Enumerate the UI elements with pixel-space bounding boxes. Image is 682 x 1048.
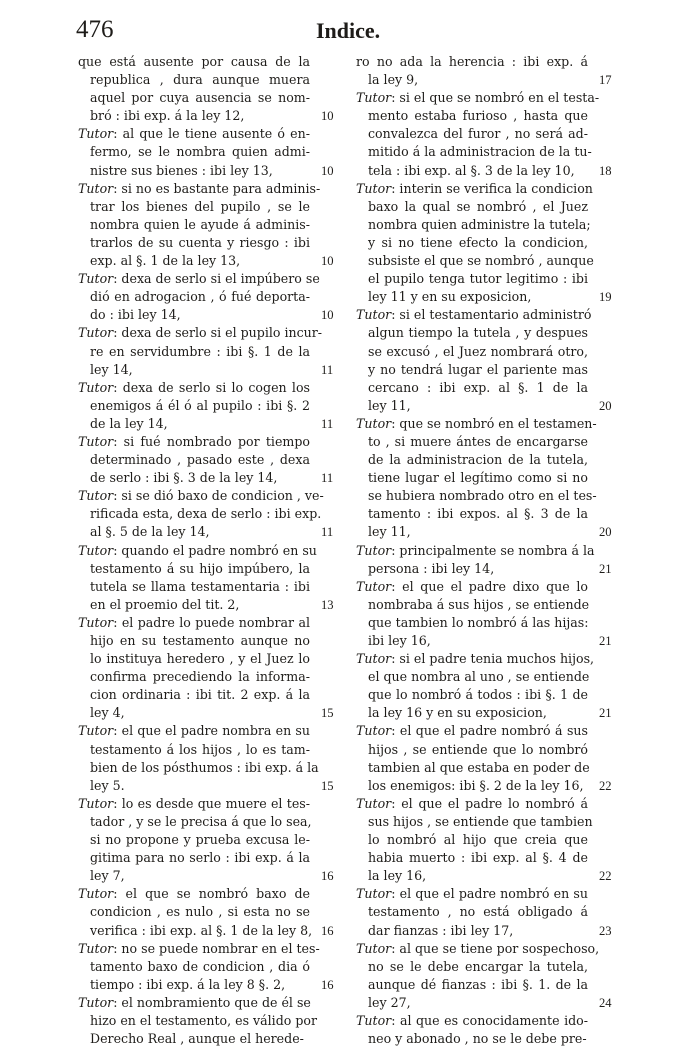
- entry-line: ro no ada la herencia : ibi exp. á: [356, 54, 588, 69]
- index-entry: [356, 53, 612, 89]
- index-entry: [356, 89, 612, 179]
- entry-line: [78, 270, 320, 288]
- entry-text: : al que se tiene por sospechoso,: [391, 940, 600, 956]
- entry-line: el que nombra al uno , se entiende: [368, 669, 590, 685]
- entry-line: trarlos de su cuenta y riesgo : ibi: [90, 234, 310, 250]
- index-entry: [356, 795, 612, 885]
- entry-line: nombra quien le ayude á adminis-: [90, 216, 310, 232]
- index-entry: [356, 940, 612, 1012]
- entry-line: [78, 379, 310, 397]
- entry-line: [356, 306, 592, 324]
- entry-line: [356, 89, 600, 107]
- entry-term: Tutor: [356, 795, 392, 811]
- entry-term: Tutor: [356, 651, 392, 667]
- page-reference: 11: [321, 471, 334, 486]
- entry-term: Tutor: [78, 379, 114, 395]
- index-entry: [356, 885, 612, 939]
- entry-term: Tutor: [78, 325, 114, 341]
- entry-line: subsiste el que se nombró , aunque: [368, 253, 594, 269]
- entry-text: : dexa de serlo si lo cogen los: [113, 379, 310, 395]
- entry-line: [356, 542, 595, 560]
- entry-line: que lo nombró á todos : ibi §. 1 de: [368, 687, 588, 703]
- entry-line: [78, 994, 310, 1012]
- page-reference: 11: [321, 525, 334, 540]
- page-reference: 16: [321, 923, 334, 938]
- entry-term: Tutor: [356, 90, 392, 106]
- entry-line: [78, 722, 310, 740]
- entry-line: nombra quien administre la tutela;: [368, 216, 591, 232]
- entry-text: : dexa de serlo si el impúbero se: [113, 271, 320, 287]
- entry-line: hijo en su testamento aunque no: [90, 633, 310, 648]
- entry-line: [356, 1012, 588, 1030]
- entry-line: [78, 614, 310, 632]
- entry-text: : el que el padre nombra en su: [113, 723, 310, 739]
- page-reference: 15: [321, 778, 334, 793]
- entry-term: Tutor: [356, 723, 392, 739]
- entry-text: : al que es conocidamente ido-: [391, 1012, 588, 1028]
- page-reference: 20: [599, 398, 612, 413]
- entry-line: do : ibi ley 14,: [90, 307, 181, 323]
- page-reference: 21: [599, 634, 612, 648]
- entry-line: si no propone y prueba excusa le-: [90, 832, 310, 848]
- entry-term: Tutor: [78, 886, 114, 902]
- entry-line: rificada esta, dexa de serlo : ibi exp.: [90, 506, 322, 522]
- entry-term: Tutor: [356, 1012, 392, 1028]
- entry-line: tamento baxo de condicion , dia ó: [90, 958, 310, 974]
- entry-line: ley 11,: [368, 524, 411, 540]
- entry-line: [78, 125, 310, 143]
- entry-text: : si el testamentario administró: [391, 307, 592, 323]
- running-head: Indice.: [316, 18, 381, 43]
- entry-line: al §. 5 de la ley 14,: [90, 524, 210, 540]
- entry-line: [78, 940, 320, 958]
- entry-line: [78, 324, 323, 342]
- entry-line: gitima para no serlo : ibi exp. á la: [90, 850, 310, 866]
- entry-text: : el que el padre lo nombró á: [391, 795, 588, 811]
- entry-text: : si el que se nombró en el testa-: [391, 90, 600, 106]
- page-reference: 17: [599, 73, 612, 88]
- entry-term: Tutor: [78, 271, 114, 287]
- entry-line: to , si muere ántes de encargarse: [368, 433, 588, 449]
- index-entry: [78, 940, 334, 994]
- entry-line: [356, 940, 600, 958]
- entry-text: : lo es desde que muere el tes-: [113, 795, 310, 811]
- entry-line: exp. al §. 1 de la ley 13,: [90, 253, 241, 269]
- entry-text: : principalmente se nombra á la: [391, 542, 595, 558]
- entry-text: : interin se verifica la condicion: [391, 180, 593, 196]
- entry-term: Tutor: [356, 940, 392, 956]
- entry-line: la ley 16,: [368, 868, 427, 884]
- entry-line: testamento á su hijo impúbero, la: [90, 560, 310, 576]
- index-entry: [356, 722, 612, 794]
- entry-term: Tutor: [356, 415, 392, 431]
- entry-text: : que se nombró en el testamen-: [391, 415, 597, 431]
- entry-line: condicion , es nulo , si esta no se: [90, 904, 310, 920]
- index-entry: [78, 324, 334, 378]
- page-reference: 19: [599, 290, 612, 305]
- entry-text: : dexa de serlo si el pupilo incur-: [113, 325, 323, 341]
- entry-line: cion ordinaria : ibi tit. 2 exp. á la: [90, 687, 310, 703]
- page-reference: 22: [599, 869, 612, 884]
- page-reference: 21: [599, 706, 612, 721]
- index-entry: [78, 487, 334, 541]
- entry-line: [356, 885, 588, 903]
- page-reference: 18: [599, 163, 612, 178]
- index-entry: [356, 306, 612, 415]
- entry-line: verifica : ibi exp. al §. 1 de la ley 8,: [90, 922, 313, 938]
- entry-line: [356, 578, 588, 596]
- entry-line: ley 27,: [368, 994, 411, 1010]
- entry-line: [356, 415, 597, 433]
- entry-line: cercano : ibi exp. al §. 1 de la: [368, 379, 588, 395]
- entry-line: [78, 795, 310, 813]
- index-entry: [78, 795, 334, 885]
- entry-line: ley 7,: [90, 868, 125, 884]
- entry-text: : quando el padre nombró en su: [113, 542, 317, 558]
- entry-line: dió en adrogacion , ó fué deporta-: [90, 289, 310, 305]
- entry-line: fermo, se le nombra quien admi-: [90, 144, 310, 160]
- entry-line: tiene lugar el legítimo como si no: [368, 470, 588, 486]
- page-reference: 16: [321, 977, 334, 992]
- page-reference: 11: [321, 362, 334, 377]
- entry-line: re en servidumbre : ibi §. 1 de la: [90, 343, 310, 359]
- entry-line: ley 14,: [90, 361, 133, 377]
- index-column-right: [356, 53, 614, 1048]
- index-entry: [78, 542, 334, 614]
- index-entry: [78, 433, 334, 487]
- entry-line: tamento : ibi expos. al §. 3 de la: [368, 506, 588, 522]
- entry-text: : si no es bastante para adminis-: [113, 180, 321, 196]
- entry-term: Tutor: [78, 795, 114, 811]
- entry-line: bró : ibi exp. á la ley 12,: [90, 108, 245, 124]
- page-reference: 10: [321, 308, 334, 323]
- page-reference: 24: [599, 995, 612, 1010]
- page-reference: 15: [321, 706, 334, 721]
- entry-line: [356, 180, 593, 198]
- page-reference: 10: [321, 163, 334, 178]
- entry-line: testamento á los hijos , lo es tam-: [90, 741, 310, 757]
- index-entry: [78, 379, 334, 433]
- entry-line: [78, 542, 317, 560]
- entry-line: [78, 885, 310, 903]
- page-reference: 23: [599, 923, 612, 938]
- entry-line: de la administracion de la tutela,: [368, 452, 588, 468]
- entry-line: se excusó , el Juez nombrará otro,: [368, 343, 588, 359]
- entry-line: y no tendrá lugar el pariente mas: [368, 361, 588, 377]
- entry-term: Tutor: [356, 578, 392, 594]
- entry-term: Tutor: [356, 886, 392, 902]
- entry-term: Tutor: [356, 307, 392, 323]
- index-entry: [78, 180, 334, 270]
- entry-line: [356, 650, 595, 668]
- entry-line: [356, 795, 588, 813]
- entry-line: mitido á la administracion de la tu-: [368, 144, 592, 160]
- entry-line: tela : ibi exp. al §. 3 de la ley 10,: [368, 162, 575, 178]
- entry-line: Derecho Real , aunque el herede-: [90, 1031, 304, 1047]
- entry-line: tambien al que estaba en poder de: [368, 759, 590, 775]
- entry-line: sus hijos , se entiende que tambien: [368, 813, 593, 829]
- entry-line: de serlo : ibi §. 3 de la ley 14,: [90, 470, 278, 486]
- entry-text: : si el padre tenia muchos hijos,: [391, 651, 595, 667]
- index-entry: [78, 125, 334, 179]
- index-entry: [78, 885, 334, 939]
- entry-text: : si fué nombrado por tiempo: [113, 433, 310, 449]
- entry-term: Tutor: [78, 180, 114, 196]
- index-entry: [78, 994, 318, 1048]
- index-column-left: [78, 53, 336, 1048]
- entry-text: : el padre lo puede nombrar al: [113, 614, 310, 630]
- index-entry: [78, 722, 334, 794]
- page-reference: 11: [321, 416, 334, 431]
- page-number: 476: [76, 16, 114, 43]
- index-entry: [78, 53, 334, 125]
- entry-line: [78, 433, 310, 451]
- page-reference: 10: [321, 254, 334, 269]
- entry-line: baxo la qual se nombró , el Juez: [368, 198, 588, 214]
- entry-line: hizo en el testamento, es válido por: [90, 1012, 318, 1028]
- page-reference: 13: [321, 597, 334, 612]
- entry-term: Tutor: [78, 488, 114, 504]
- page-reference: 20: [599, 525, 612, 540]
- entry-term: Tutor: [78, 542, 114, 558]
- index-entry: [356, 1012, 588, 1048]
- index-entry: [356, 650, 612, 722]
- entry-line: que tambien lo nombró á las hijas:: [368, 614, 589, 630]
- entry-term: Tutor: [78, 723, 114, 739]
- entry-line: lo instituya heredero , y el Juez lo: [90, 651, 310, 667]
- index-entry: [356, 578, 612, 650]
- entry-line: confirma precediendo la informa-: [90, 669, 310, 685]
- entry-line: dar fianzas : ibi ley 17,: [368, 922, 514, 938]
- entry-line: persona : ibi ley 14,: [368, 560, 495, 576]
- entry-line: en el proemio del tit. 2,: [90, 596, 240, 612]
- entry-line: lo nombró al hijo que creia que: [368, 832, 588, 848]
- entry-term: Tutor: [78, 614, 114, 630]
- entry-line: se hubiera nombrado otro en el tes-: [368, 488, 597, 504]
- entry-line: ley 4,: [90, 705, 125, 721]
- entry-text: : el que se nombró baxo de: [113, 886, 310, 902]
- entry-line: nistre sus bienes : ibi ley 13,: [90, 162, 273, 178]
- page-reference: 22: [599, 778, 612, 793]
- entry-line: [78, 180, 321, 198]
- entry-term: Tutor: [78, 940, 114, 956]
- entry-line: ley 5.: [90, 777, 125, 793]
- entry-text: : el nombramiento que de él se: [113, 994, 311, 1010]
- entry-term: Tutor: [356, 180, 392, 196]
- entry-line: aunque dé fianzas : ibi §. 1. de la: [368, 976, 588, 992]
- index-entry: [356, 542, 612, 578]
- entry-line: de la ley 14,: [90, 415, 168, 431]
- entry-line: el pupilo tenga tutor legitimo : ibi: [368, 271, 588, 287]
- entry-line: convalezca del furor , no será ad-: [368, 126, 588, 142]
- entry-term: Tutor: [78, 126, 114, 142]
- entry-line: [356, 722, 588, 740]
- entry-text: : no se puede nombrar en el tes-: [113, 940, 320, 956]
- entry-line: ley 11,: [368, 397, 411, 413]
- entry-line: no se le debe encargar la tutela,: [368, 958, 588, 974]
- entry-line: ley 11 y en su exposicion,: [368, 289, 532, 305]
- entry-line: algun tiempo la tutela , y despues: [368, 325, 588, 341]
- entry-line: aquel por cuya ausencia se nom-: [90, 90, 310, 106]
- entry-line: ibi ley 16,: [368, 633, 431, 648]
- entry-term: Tutor: [356, 542, 392, 558]
- entry-text: : el que el padre nombró en su: [391, 886, 588, 902]
- entry-text: : si se dió baxo de condicion , ve-: [113, 488, 324, 504]
- entry-line: determinado , pasado este , dexa: [90, 452, 310, 468]
- entry-term: Tutor: [78, 994, 114, 1010]
- entry-line: hijos , se entiende que lo nombró: [368, 741, 588, 757]
- entry-line: mento estaba furioso , hasta que: [368, 108, 588, 124]
- entry-line: neo y abonado , no se le debe pre-: [368, 1031, 587, 1047]
- entry-line: tador , y se le precisa á que lo sea,: [90, 813, 312, 829]
- entry-line: los enemigos: ibi §. 2 de la ley 16,: [368, 777, 584, 793]
- entry-line: testamento , no está obligado á: [368, 904, 588, 920]
- entry-line: tiempo : ibi exp. á la ley 8 §. 2,: [90, 976, 286, 992]
- entry-line: [78, 487, 324, 505]
- entry-line: la ley 9,: [368, 72, 419, 88]
- entry-line: republica , dura aunque muera: [90, 72, 310, 88]
- entry-text: : al que le tiene ausente ó en-: [113, 126, 310, 142]
- entry-text: : el que el padre nombró á sus: [391, 723, 588, 739]
- page-reference: 10: [321, 109, 334, 124]
- entry-line: nombraba á sus hijos , se entiende: [368, 596, 590, 612]
- page-reference: 21: [599, 561, 612, 576]
- entry-term: Tutor: [78, 433, 114, 449]
- entry-line: bien de los pósthumos : ibi exp. á la: [90, 759, 319, 775]
- entry-text: : el que el padre dixo que lo: [391, 578, 588, 594]
- entry-line: la ley 16 y en su exposicion,: [368, 705, 547, 721]
- index-entry: [356, 415, 612, 542]
- entry-line: y si no tiene efecto la condicion,: [368, 234, 588, 250]
- index-entry: [78, 614, 334, 723]
- index-entry: [356, 180, 612, 307]
- entry-line: habia muerto : ibi exp. al §. 4 de: [368, 850, 588, 866]
- entry-line: enemigos á él ó al pupilo : ibi §. 2: [90, 397, 310, 413]
- page-reference: 16: [321, 869, 334, 884]
- entry-line: tutela se llama testamentaria : ibi: [90, 578, 310, 594]
- index-entry: [78, 270, 334, 324]
- entry-line: que está ausente por causa de la: [78, 54, 310, 69]
- entry-line: trar los bienes del pupilo , se le: [90, 198, 310, 214]
